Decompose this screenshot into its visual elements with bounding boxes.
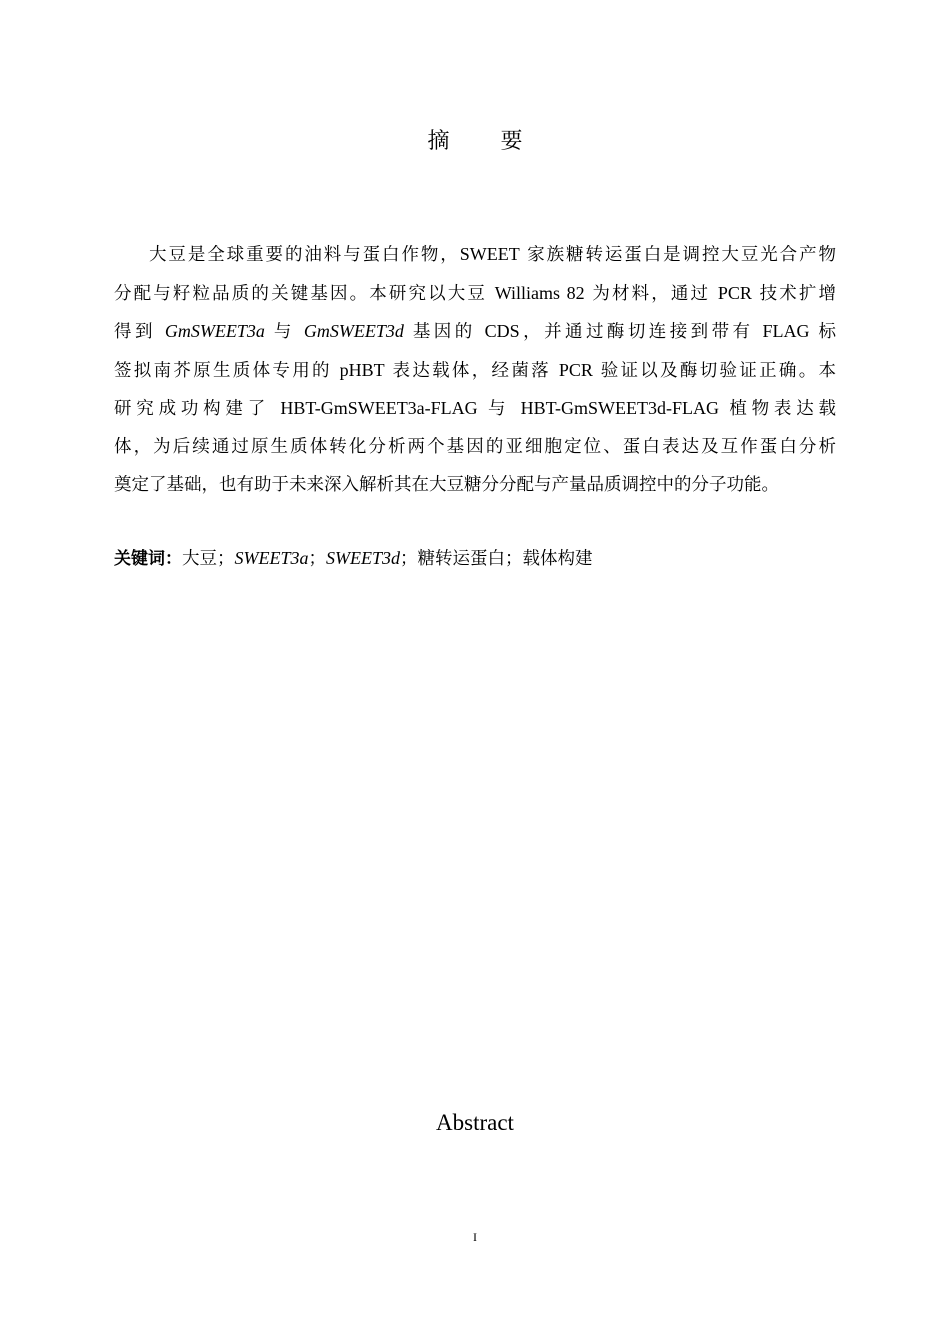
abstract-line-5: 研究成功构建了 HBT-GmSWEET3a-FLAG 与 HBT-GmSWEET3d-FLAG 植物表达载 — [114, 398, 836, 420]
keyword: SWEET3a — [234, 548, 309, 568]
gene-name: GmSWEET3a — [164, 321, 265, 342]
abstract-line-2: 分配与籽粒品质的关键基因。本研究以大豆 Williams 82 为材料，通过 PCR 技术扩增 — [114, 282, 836, 304]
abstract-line-3: 得到 GmSWEET3a 与 GmSWEET3d 基因的 CDS，并通过酶切连接到带有 FLAG 标 — [114, 321, 836, 343]
keyword: SWEET3d — [326, 548, 400, 568]
abstract-line-1: 大豆是全球重要的油料与蛋白作物，SWEET 家族糖转运蛋白是调控大豆光合产物 — [149, 244, 836, 265]
keyword: 载体构建 — [522, 549, 593, 569]
abstract-title-en: Abstract — [436, 1110, 514, 1135]
abstract-line-7: 奠定了基础，也有助于未来深入解析其在大豆糖分分配与产量品质调控中的分子功能。 — [114, 474, 779, 495]
keywords-line: 关键词：大豆；SWEET3a；SWEET3d；糖转运蛋白；载体构建 — [114, 548, 593, 569]
gene-name: GmSWEET3d — [303, 321, 404, 342]
abstract-title-cn: 摘 要 — [427, 129, 545, 154]
keyword: 大豆 — [182, 549, 217, 569]
keyword: 糖转运蛋白 — [417, 549, 505, 569]
abstract-body-cn — [114, 236, 836, 504]
keywords-label: 关键词： — [114, 549, 182, 569]
abstract-line-4: 签拟南芥原生质体专用的 pHBT 表达载体，经菌落 PCR 验证以及酶切验证正确。本 — [114, 359, 837, 381]
abstract-line-6: 体，为后续通过原生质体转化分析两个基因的亚细胞定位、蛋白表达及互作蛋白分析 — [114, 436, 836, 457]
page-number: I — [473, 1230, 477, 1244]
